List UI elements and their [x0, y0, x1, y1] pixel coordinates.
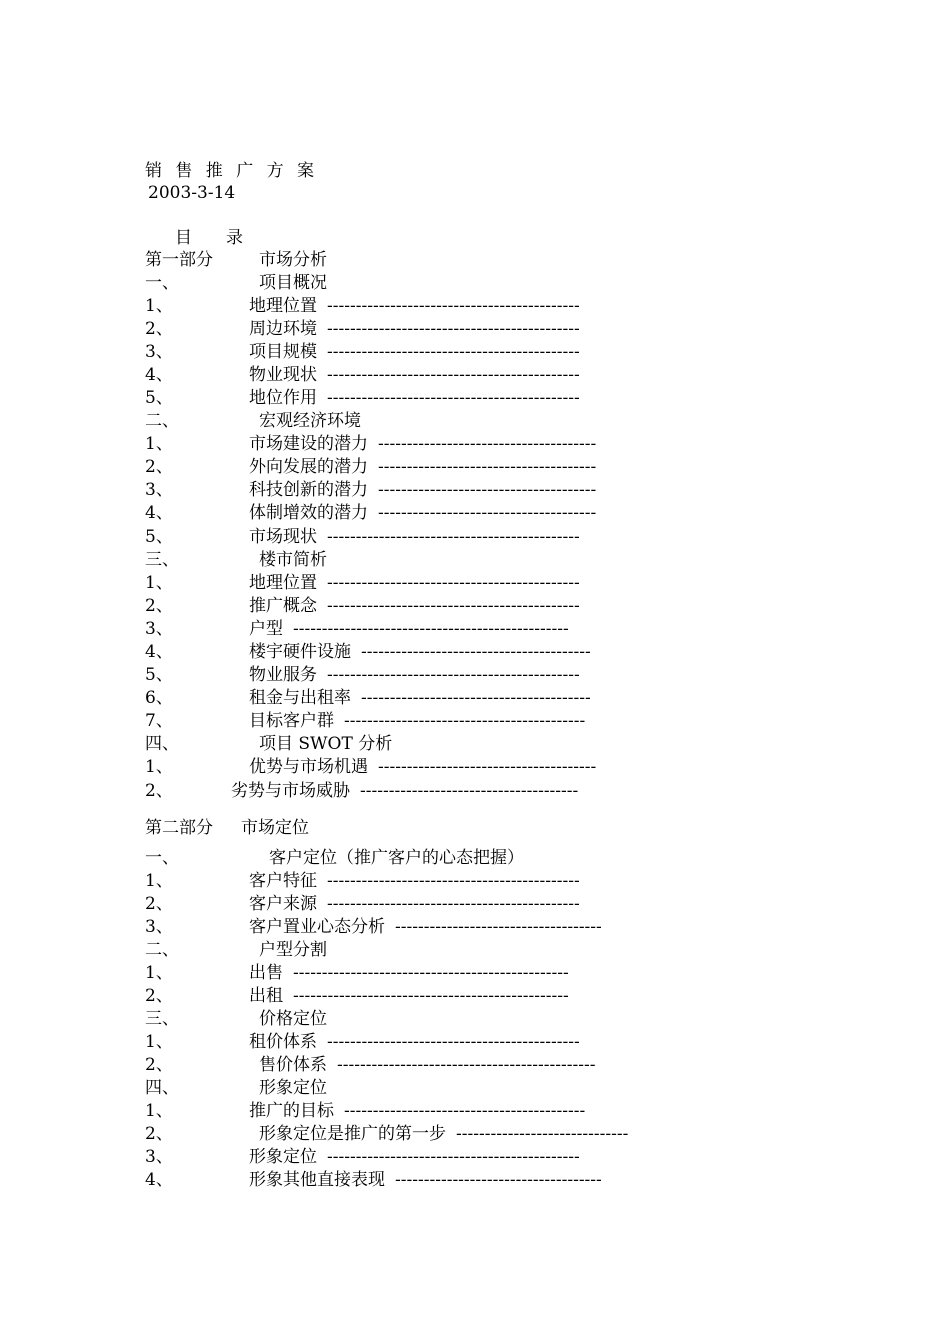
- toc-leader-dots: --------------------------------------------: [327, 1032, 580, 1052]
- toc-heading: 目 录: [175, 228, 243, 248]
- toc-section-title: 项目 SWOT 分析: [259, 734, 393, 754]
- toc-leader-dots: --------------------------------------: [378, 434, 597, 454]
- document-date: 2003-3-14: [148, 183, 236, 203]
- toc-item-title: 推广概念: [249, 596, 317, 616]
- toc-label: 3、: [145, 917, 173, 937]
- toc-label: 3、: [145, 1147, 173, 1167]
- toc-label: 2、: [145, 894, 173, 914]
- toc-item-title: 市场现状: [249, 527, 317, 547]
- toc-leader-dots: --------------------------------------------: [327, 319, 580, 339]
- toc-leader-dots: --------------------------------------------: [327, 573, 580, 593]
- toc-label: 一、: [145, 848, 179, 868]
- toc-item-title: 户型: [249, 619, 283, 639]
- toc-item-title: 地位作用: [249, 388, 317, 408]
- toc-leader-dots: --------------------------------------: [360, 781, 579, 801]
- toc-item-title: 售价体系: [259, 1055, 327, 1075]
- toc-label: 5、: [145, 527, 173, 547]
- toc-label: 3、: [145, 480, 173, 500]
- toc-label: 三、: [145, 1009, 179, 1029]
- toc-label: 四、: [145, 1078, 179, 1098]
- toc-leader-dots: --------------------------------------: [378, 503, 597, 523]
- toc-section-title: 宏观经济环境: [259, 411, 361, 431]
- toc-item-title: 物业服务: [249, 665, 317, 685]
- toc-section-title: 项目概况: [259, 273, 327, 293]
- toc-label: 1、: [145, 434, 173, 454]
- toc-item-title: 地理位置: [249, 573, 317, 593]
- toc-label: 1、: [145, 963, 173, 983]
- toc-label: 2、: [145, 319, 173, 339]
- toc-item-title: 客户来源: [249, 894, 317, 914]
- toc-leader-dots: --------------------------------------------: [327, 871, 580, 891]
- toc-section-title: 市场分析: [259, 250, 327, 270]
- toc-label: 二、: [145, 411, 179, 431]
- toc-section-title: 价格定位: [259, 1009, 327, 1029]
- toc-item-title: 形象定位: [249, 1147, 317, 1167]
- toc-label: 7、: [145, 711, 173, 731]
- toc-section-title: 市场定位: [241, 818, 309, 838]
- toc-label: 四、: [145, 734, 179, 754]
- toc-item-title: 科技创新的潜力: [249, 480, 368, 500]
- toc-leader-dots: --------------------------------------------: [327, 1147, 580, 1167]
- toc-label: 2、: [145, 986, 173, 1006]
- toc-leader-dots: ------------------------------------------: [344, 711, 586, 731]
- toc-item-title: 目标客户群: [249, 711, 334, 731]
- document-title: 销 售 推 广 方 案: [145, 161, 319, 181]
- toc-label: 三、: [145, 550, 179, 570]
- toc-label: 3、: [145, 342, 173, 362]
- toc-leader-dots: ----------------------------------------: [361, 688, 591, 708]
- toc-label: 第二部分: [145, 818, 213, 838]
- toc-leader-dots: --------------------------------------------: [327, 388, 580, 408]
- toc-leader-dots: --------------------------------------: [378, 457, 597, 477]
- toc-leader-dots: --------------------------------------------: [327, 342, 580, 362]
- toc-item-title: 租金与出租率: [249, 688, 351, 708]
- toc-item-title: 客户特征: [249, 871, 317, 891]
- toc-label: 2、: [145, 1124, 173, 1144]
- toc-label: 5、: [145, 388, 173, 408]
- toc-item-title: 出租: [249, 986, 283, 1006]
- toc-item-title: 体制增效的潜力: [249, 503, 368, 523]
- toc-leader-dots: ------------------------------------------------: [293, 986, 569, 1006]
- toc-label: 1、: [145, 296, 173, 316]
- toc-label: 1、: [145, 1032, 173, 1052]
- toc-leader-dots: ---------------------------------------------: [337, 1055, 596, 1075]
- toc-label: 4、: [145, 1170, 173, 1190]
- toc-label: 3、: [145, 619, 173, 639]
- toc-label: 1、: [145, 871, 173, 891]
- toc-section-title: 形象定位: [259, 1078, 327, 1098]
- toc-item-title: 项目规模: [249, 342, 317, 362]
- toc-item-title: 形象其他直接表现: [249, 1170, 385, 1190]
- toc-leader-dots: --------------------------------------------: [327, 365, 580, 385]
- toc-label: 4、: [145, 365, 173, 385]
- toc-leader-dots: --------------------------------------------: [327, 296, 580, 316]
- toc-label: 1、: [145, 757, 173, 777]
- toc-leader-dots: --------------------------------------------: [327, 894, 580, 914]
- toc-item-title: 物业现状: [249, 365, 317, 385]
- toc-section-title: 客户定位（推广客户的心态把握）: [269, 848, 524, 868]
- toc-label: 5、: [145, 665, 173, 685]
- toc-label: 1、: [145, 1101, 173, 1121]
- toc-item-title: 楼宇硬件设施: [249, 642, 351, 662]
- toc-item-title: 优势与市场机遇: [249, 757, 368, 777]
- toc-item-title: 外向发展的潜力: [249, 457, 368, 477]
- toc-item-title: 劣势与市场威胁: [231, 781, 350, 801]
- toc-item-title: 推广的目标: [249, 1101, 334, 1121]
- toc-leader-dots: ----------------------------------------: [361, 642, 591, 662]
- toc-label: 2、: [145, 596, 173, 616]
- toc-item-title: 市场建设的潜力: [249, 434, 368, 454]
- toc-label: 2、: [145, 781, 173, 801]
- toc-label: 2、: [145, 457, 173, 477]
- toc-leader-dots: --------------------------------------: [378, 757, 597, 777]
- toc-item-title: 周边环境: [249, 319, 317, 339]
- toc-leader-dots: ------------------------------------: [395, 1170, 602, 1190]
- toc-label: 1、: [145, 573, 173, 593]
- toc-label: 二、: [145, 940, 179, 960]
- toc-leader-dots: ------------------------------: [456, 1124, 629, 1144]
- toc-label: 4、: [145, 642, 173, 662]
- toc-leader-dots: ------------------------------------------------: [293, 619, 569, 639]
- toc-leader-dots: ------------------------------------: [395, 917, 602, 937]
- toc-item-title: 出售: [249, 963, 283, 983]
- toc-item-title: 地理位置: [249, 296, 317, 316]
- toc-item-title: 客户置业心态分析: [249, 917, 385, 937]
- toc-label: 第一部分: [145, 250, 213, 270]
- toc-item-title: 租价体系: [249, 1032, 317, 1052]
- toc-item-title: 形象定位是推广的第一步: [259, 1124, 446, 1144]
- toc-label: 6、: [145, 688, 173, 708]
- toc-label: 2、: [145, 1055, 173, 1075]
- toc-leader-dots: --------------------------------------------: [327, 527, 580, 547]
- toc-leader-dots: --------------------------------------------: [327, 665, 580, 685]
- toc-leader-dots: --------------------------------------------: [327, 596, 580, 616]
- toc-label: 4、: [145, 503, 173, 523]
- toc-section-title: 户型分割: [259, 940, 327, 960]
- toc-label: 一、: [145, 273, 179, 293]
- toc-section-title: 楼市简析: [259, 550, 327, 570]
- toc-leader-dots: ------------------------------------------------: [293, 963, 569, 983]
- toc-leader-dots: --------------------------------------: [378, 480, 597, 500]
- toc-leader-dots: ------------------------------------------: [344, 1101, 586, 1121]
